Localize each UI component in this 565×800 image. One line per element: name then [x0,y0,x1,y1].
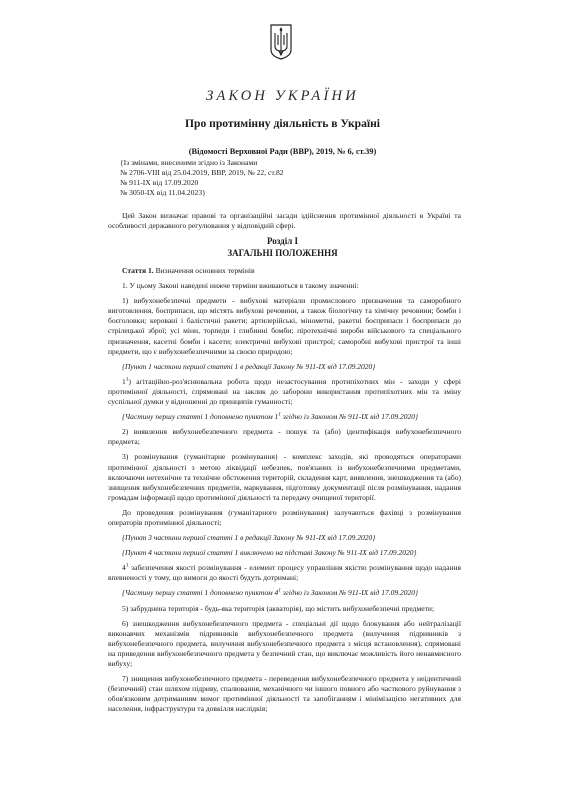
term-3-continuation: До проведення розмінування (гуманітарного розмінування) залучаються фахівці з розмінування операторів протимінної діяльності; [108,507,461,527]
term-7: 7) знищення вибухонебезпечного предмета - переведення вибухонебезпечного предмета у неідентичний (безпечний) стан шляхом підриву, спалювання, механічного чи іншого повного або часткового руйнування з обов'язковим дотриманням вимог протимінної діяльності та запобіганням і мінімізацією негативних для населення, інфраструктури та довкілля наслідків; [108,674,461,714]
amendment-line: {Із змінами, внесеними згідно із Законами [120,158,258,167]
paragraph: 1. У цьому Законі наведені нижче терміни вживаються в такому значенні: [122,281,359,291]
coat-of-arms-icon [270,24,292,60]
amendment-line: № 2706-VIII від 25.04.2019, ВВР, 2019, № 22, ст.82 [120,168,284,177]
term-3: 3) розмінування (гуманітарне розмінування) - комплекс заходів, які проводяться операторами протимінної діяльності з метою ліквідації небезпек, пов'язаних із вибухонебезпечними предметами, включаючи нетехнічне та технічне обстеження територій, складення карт, виявлення, знешкодження та (або) знищення вибухонебезпечних предметів, маркування, підготовку документації після розмінування, надання громадам інформації щодо протимінної діяльності та передачу очищеної території. [108,452,461,502]
law-name: Про протимінну діяльність в Україні [184,117,380,130]
editorial-note: {Пункт 3 частини першої статті 1 в редакції Закону № 911-IX від 17.09.2020} [122,533,376,543]
amendment-line: № 3050-IX від 11.04.2023} [120,188,206,197]
intro-text: Цей Закон визначає правові та організаційні засади здійснення протимінної діяльності в Україні та особливості державного регулювання у відповідній сфері. [108,211,461,231]
gazette-reference: (Відомості Верховної Ради (ВВР), 2019, № 6, ст.39) [188,147,377,156]
section-subtitle: ЗАГАЛЬНІ ПОЛОЖЕННЯ [227,248,338,258]
term-6: 6) знешкодження вибухонебезпечного предмета - спеціальні дії щодо блокування або нейтралізації виконавчих механізмів підривників вибухонебезпечного предмета (вилучення підривників з вибухонебезпечного предмета, вилучення вибухонебезпечного предмета з місця встановлення), спрямовані на приведення вибухонебезпечного предмета у безпечний стан, що виключає можливість його ненавмисного вибуху; [108,618,461,668]
amendment-line: № 911-IX від 17.09.2020 [120,178,199,187]
law-title: ЗАКОН УКРАЇНИ [206,88,359,104]
article-body [108,266,461,719]
article-title: Визначення основних термінів [153,266,255,275]
editorial-note: {Частину першу статті 1 доповнено пунктом $4^1$ згідно із Законом № 911-IX від 17.09.2020} [122,587,418,598]
section-title: Розділ I [266,236,299,246]
amendments-note [120,158,284,198]
article-heading [108,266,461,276]
term-1: 1) вибухонебезпечні предмети - вибухові матеріали промислового призначення та саморобного виготовлення, боєприпаси, що містять вибухові речовини, а також біологічну та хімічну речовини; бомби і боєголовки; керовані і балістичні ракети; артилерійські, мінометні, ракетні боєприпаси і боєприпаси до стрілецької зброї; усі міни, торпеди і глибинні бомби; піротехнічні вироби військового та спеціального призначення, касетні бомби і касети; електричні вибухові пристрої; саморобні вибухові пристрої та інші предмети, що є вибухонебезпечними за своєю природою; [108,296,461,356]
editorial-note: {Пункт 1 частини першої статті 1 в редакції Закону № 911-IX від 17.09.2020} [122,361,376,371]
term-4-1: $4^1$ забезпечення якості розмінування - елемент процесу управління якістю розмінування щодо надання впевненості у тому, що вимоги до якості будуть дотримані; [108,562,461,583]
intro-paragraph [108,211,461,231]
term-2: 2) виявлення вибухонебезпечного предмета - пошук та (або) ідентифікація вибухонебезпечного предмета; [108,427,461,447]
editorial-note: {Частину першу статті 1 доповнено пунктом $1^1$ згідно із Законом № 911-IX від 17.09.2020} [122,411,418,422]
term-5: 5) забруднена територія - будь-яка територія (акваторія), що містить вибухонебезпечні предмети; [122,603,435,613]
term-1-1: $1^1$) агітаційно-роз'яснювальна робота щодо незастосування протипіхотних мін - заходи у сфері протимінної діяльності, спрямовані на заклик до заборони використання протипіхотних мін та зміну суспільної думки у відношенні до принципів гуманності; [108,376,461,407]
editorial-note: {Пункт 4 частини першої статті 1 виключено на підставі Закону № 911-IX від 17.09.2020} [122,548,417,558]
article-label: Стаття 1. [122,266,154,275]
